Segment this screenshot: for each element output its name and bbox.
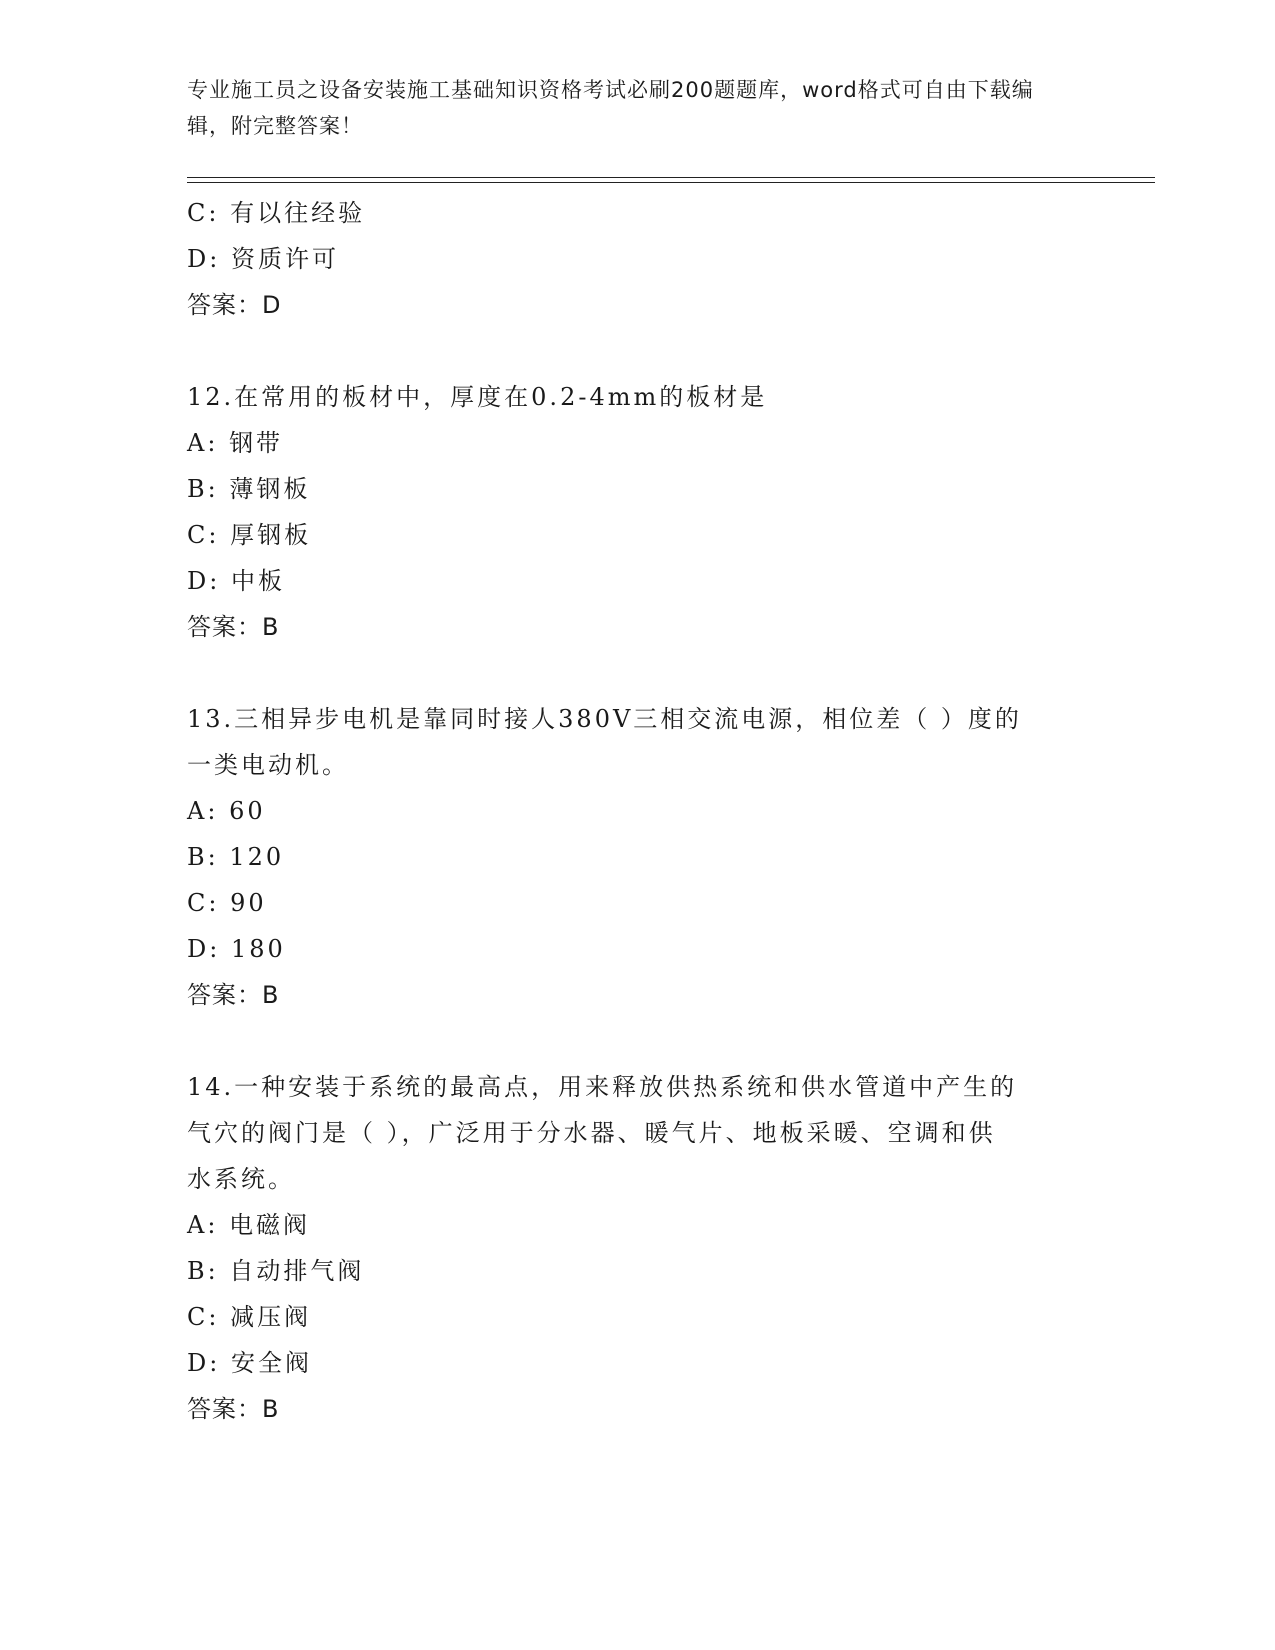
spacer [187, 328, 1087, 374]
option-label: D: [187, 567, 221, 595]
question-stem-line: 水系统。 [187, 1165, 295, 1193]
option-label: B: [187, 475, 219, 503]
question-stem-line: 14.一种安装于系统的最高点，用来释放供热系统和供水管道中产生的 [187, 1073, 1018, 1101]
option-b [187, 1248, 1087, 1294]
option-label: C: [187, 521, 220, 549]
option-a [187, 420, 1087, 466]
option-d [187, 926, 1087, 972]
option-text: 电磁阀 [229, 1211, 311, 1239]
option-text: 90 [230, 889, 267, 917]
spacer [187, 1018, 1087, 1064]
option-text: 60 [229, 797, 266, 825]
header-divider-bottom [187, 182, 1155, 183]
option-text: 120 [229, 843, 285, 871]
option-text: 厚钢板 [230, 521, 312, 549]
option-d [187, 1340, 1087, 1386]
option-label: A: [187, 797, 219, 825]
option-label: B: [187, 843, 219, 871]
question-stem-line: 13.三相异步电机是靠同时接人380V三相交流电源，相位差（ ）度的 [187, 705, 1022, 733]
option-label: B: [187, 1257, 219, 1285]
option-text: 钢带 [229, 429, 284, 457]
option-text: 中板 [230, 567, 285, 595]
option-d [187, 558, 1087, 604]
question-stem: 12.在常用的板材中，厚度在0.2-4mm的板材是 [187, 383, 768, 411]
option-label: A: [187, 1211, 219, 1239]
spacer [187, 650, 1087, 696]
header-divider-top [187, 177, 1155, 178]
document-header: 专业施工员之设备安装施工基础知识资格考试必刷200题题库，word格式可自由下载编辑，附完整答案！ [187, 78, 1034, 138]
option-text: 有以往经验 [230, 199, 366, 227]
option-label: D: [187, 245, 221, 273]
option-label: C: [187, 889, 220, 917]
option-c [187, 880, 1087, 926]
option-label: C: [187, 199, 220, 227]
question-content [187, 190, 1087, 1432]
option-text: 资质许可 [230, 245, 339, 273]
answer-line: 答案：B [187, 1395, 280, 1423]
option-label: A: [187, 429, 219, 457]
option-c [187, 512, 1087, 558]
question-stem-line: 一类电动机。 [187, 751, 349, 779]
option-label: D: [187, 1349, 221, 1377]
option-b [187, 834, 1087, 880]
option-text: 薄钢板 [229, 475, 311, 503]
option-c [187, 1294, 1087, 1340]
option-text: 安全阀 [230, 1349, 312, 1377]
question-stem-line: 气穴的阀门是（ ），广泛用于分水器、暖气片、地板采暖、空调和供 [187, 1119, 996, 1147]
option-label: C: [187, 1303, 220, 1331]
answer-line: 答案：B [187, 613, 280, 641]
option-text: 180 [230, 935, 286, 963]
option-text: 减压阀 [230, 1303, 312, 1331]
option-d [187, 236, 1087, 282]
answer-line: 答案：B [187, 981, 280, 1009]
option-a [187, 788, 1087, 834]
option-a [187, 1202, 1087, 1248]
option-b [187, 466, 1087, 512]
option-label: D: [187, 935, 221, 963]
answer-line: 答案：D [187, 291, 282, 319]
option-c [187, 190, 1087, 236]
option-text: 自动排气阀 [229, 1257, 365, 1285]
